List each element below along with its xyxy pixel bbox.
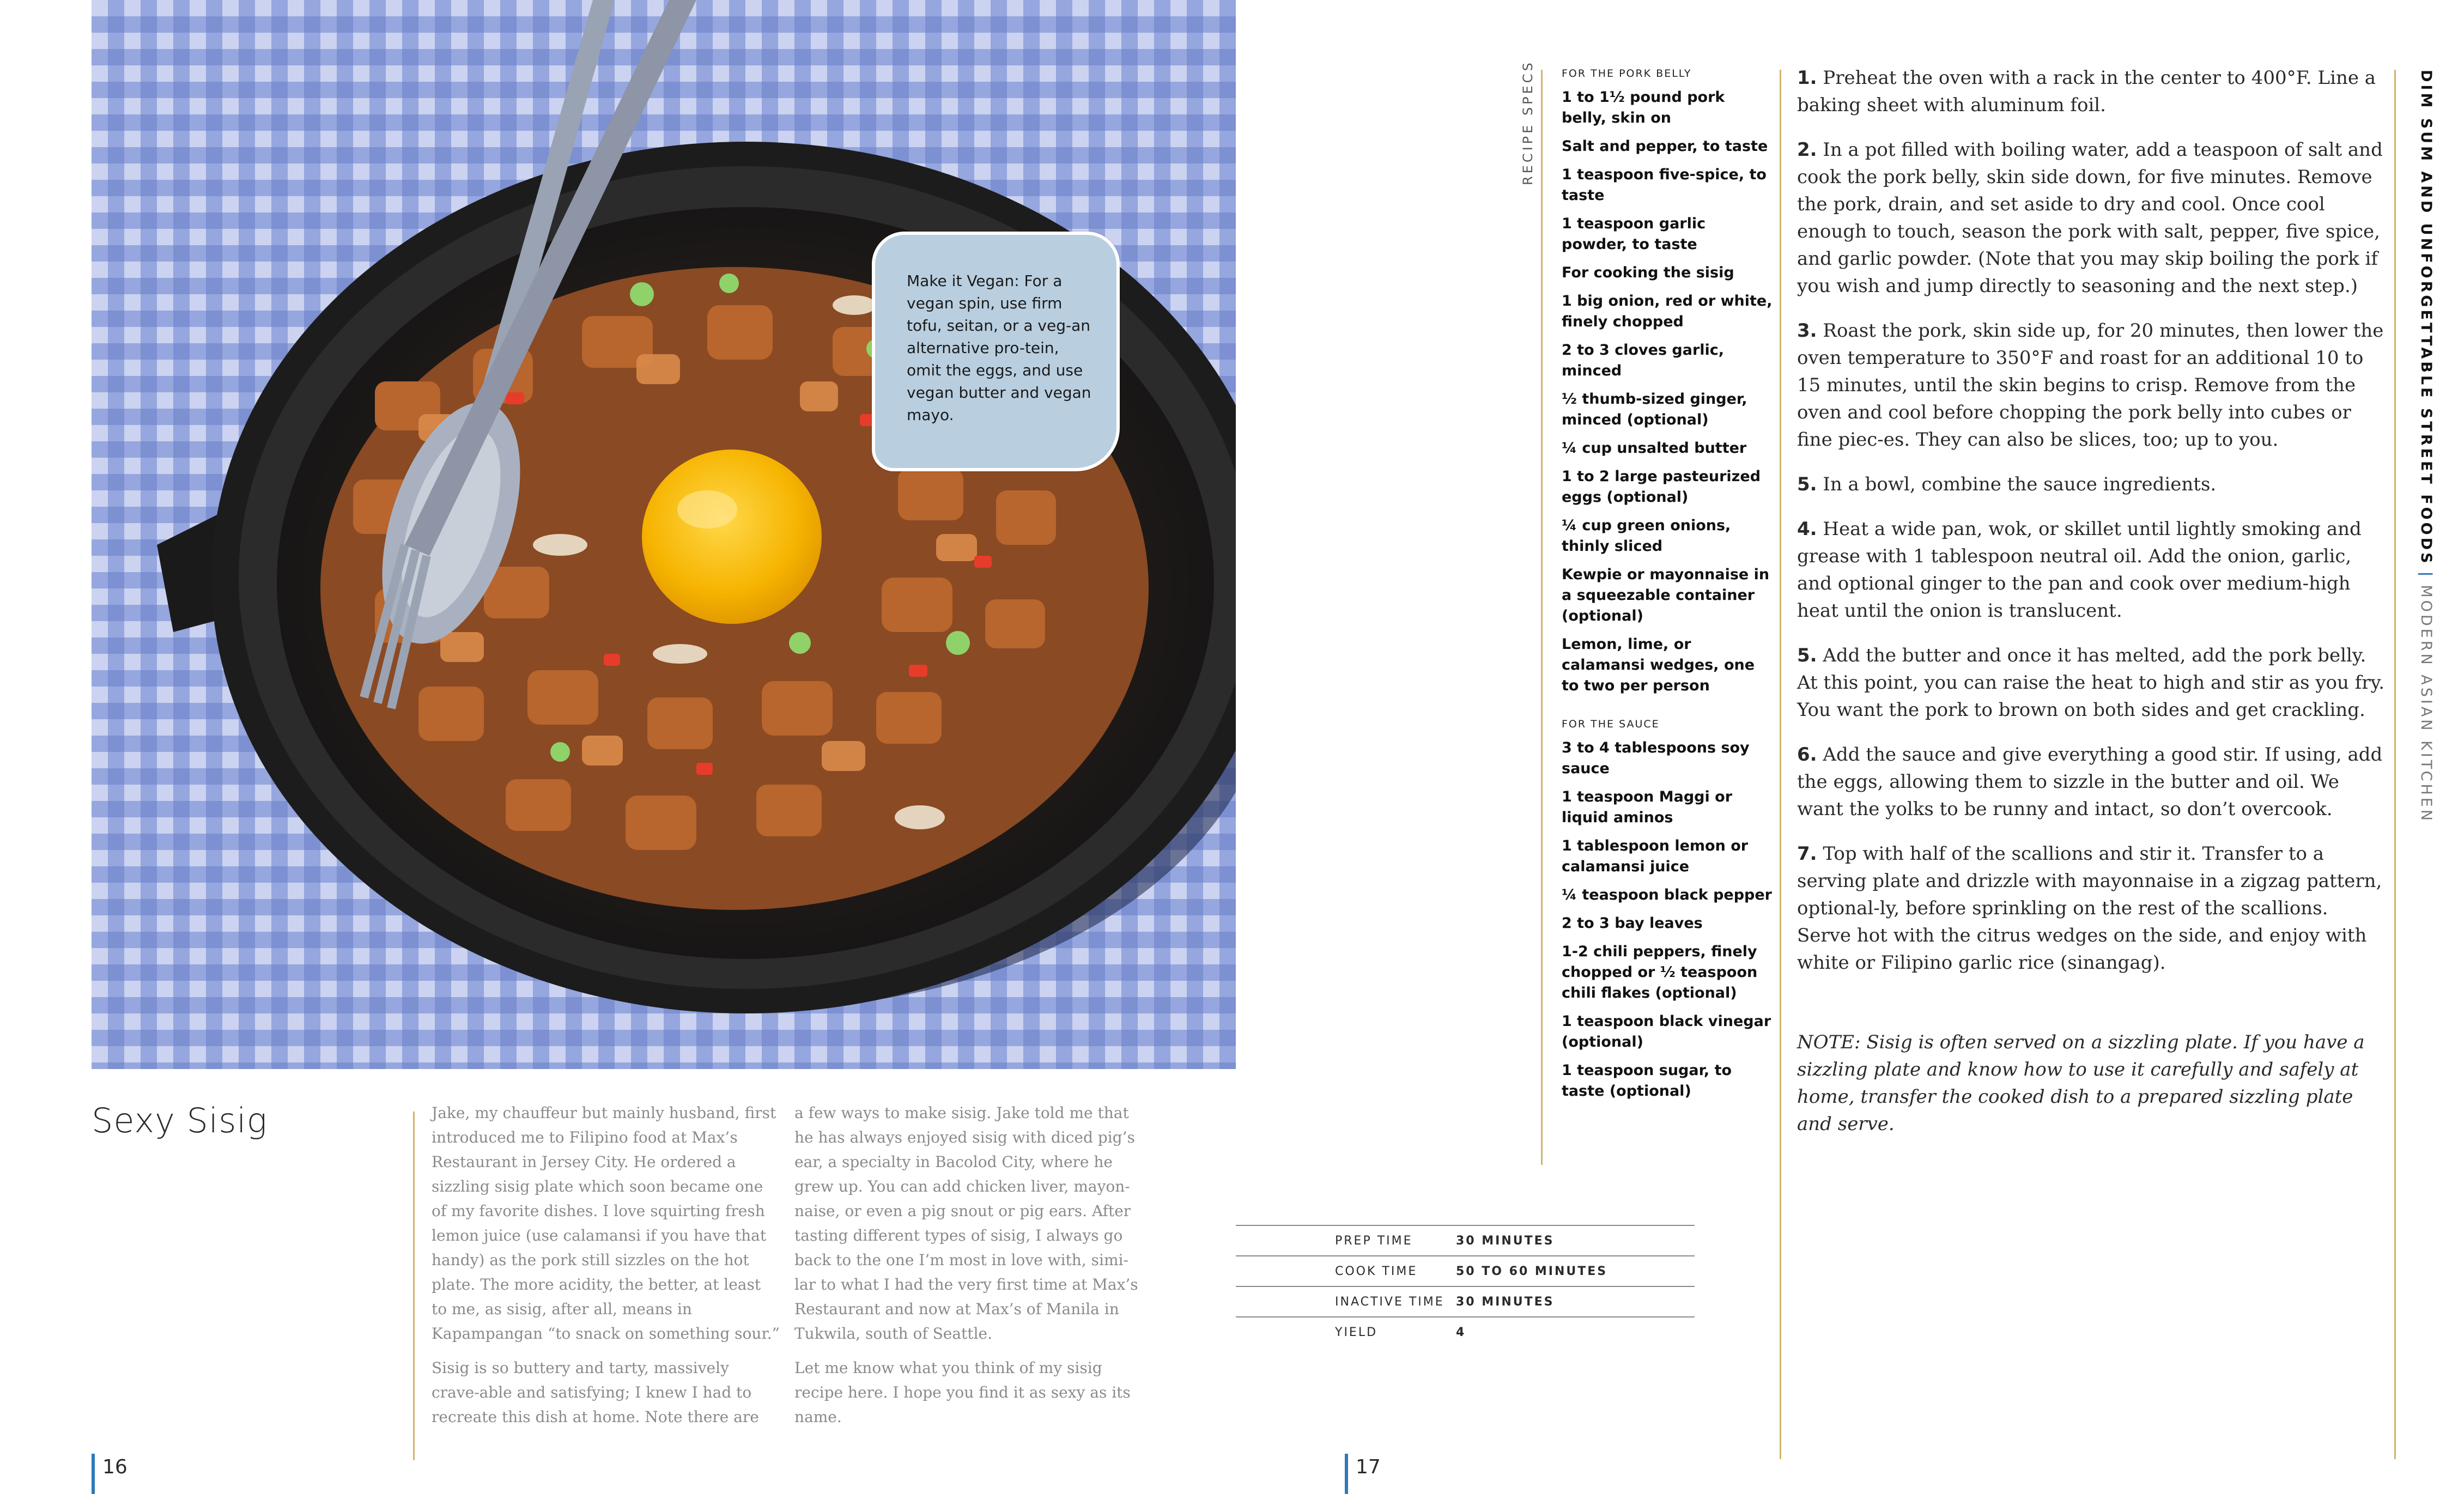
book-section-title: DIM SUM AND UNFORGETTABLE STREET FOODS (2418, 70, 2435, 566)
ingredient-item: ¼ cup green onions, thinly sliced (1562, 517, 1731, 555)
step (1797, 471, 2386, 498)
step-text: In a pot filled with boiling water, add a teaspoon of salt and cook the pork belly, skin side down, for five minutes. Remove the pork, drain, and set aside to dry and cool. Once cool enough to touch, season the pork with salt, pepper, five spice, and garlic powder. (Note that you may skip boiling the pork if you wish and jump directly to seasoning and the next step.) (1797, 139, 2383, 297)
time-table (1236, 1225, 1695, 1347)
ingredient-item: ½ thumb-sized ginger, minced (optional) (1562, 391, 1747, 428)
book-title: MODERN ASIAN KITCHEN (2418, 585, 2435, 824)
step (1797, 317, 2386, 453)
time-row-cook (1236, 1255, 1695, 1286)
time-value: 4 (1456, 1325, 1466, 1339)
intro-paragraph: Sisig is so buttery and tarty, massively crave-able and satisfying; I knew I had to recreate this dish at home. Note there are (432, 1359, 759, 1426)
ingredients-list (1562, 68, 1774, 1109)
ingredient-item: 2 to 3 bay leaves (1562, 915, 1703, 932)
time-label: PREP TIME (1335, 1234, 1413, 1248)
ingredient-item: 1 teaspoon five-spice, to taste (1562, 166, 1767, 204)
step-number: 6. (1797, 744, 1817, 766)
time-label: YIELD (1335, 1325, 1378, 1339)
ingredient-item: 1 teaspoon garlic powder, to taste (1562, 215, 1706, 253)
time-value: 50 TO 60 MINUTES (1456, 1264, 1608, 1278)
step-text: Preheat the oven with a rack in the center to 400°F. Line a baking sheet with aluminum foil. (1797, 67, 2376, 116)
time-label: COOK TIME (1335, 1264, 1418, 1278)
step (1797, 515, 2386, 624)
step-number: 5. (1797, 645, 1817, 666)
step-text: Top with half of the scallions and stir it. Transfer to a serving plate and drizzle with mayonnaise in a zigzag pattern, optional-ly, before sprinkling on the rest of the scallions. Serve hot with the citrus wedges on the side, and enjoy with white or Filipino garlic rice (sinangag). (1797, 843, 2382, 974)
ingredient-subheading: For cooking the sisig (1562, 264, 1734, 281)
intro-paragraph: Let me know what you think of my sisig recipe here. I hope you find it as sexy as its name. (794, 1359, 1131, 1426)
intro-divider (413, 1112, 415, 1460)
step-number: 3. (1797, 320, 1817, 342)
step-text: Heat a wide pan, wok, or skillet until lightly smoking and grease with 1 tablespoon neutral oil. Add the onion, garlic, and optional ginger to the pan and cook over medium-high heat until the onion is translucent. (1797, 518, 2362, 622)
ingredient-item: Lemon, lime, or calamansi wedges, one to two per person (1562, 636, 1755, 694)
step (1797, 64, 2386, 119)
ingredient-item: 1-2 chili peppers, finely chopped or ½ teaspoon chili flakes (optional) (1562, 943, 1758, 1001)
page-number-left: 16 (92, 1454, 128, 1494)
running-head (2418, 70, 2435, 823)
time-row-prep (1236, 1225, 1695, 1255)
vegan-callout-text: Make it Vegan: For a vegan spin, use firm tofu, seitan, or a veg-an alternative pro-tein, omit the eggs, and use vegan butter and vegan mayo. (907, 272, 1091, 424)
time-row-yield (1236, 1316, 1695, 1347)
time-label: INACTIVE TIME (1335, 1295, 1445, 1309)
time-value: 30 MINUTES (1456, 1295, 1555, 1309)
ingredient-item: 1 tablespoon lemon or calamansi juice (1562, 837, 1749, 875)
ingredients-heading-pork: FOR THE PORK BELLY (1562, 68, 1692, 80)
sisig-skillet-illustration (92, 0, 1236, 1069)
sauce-ingredients (1562, 738, 1774, 1102)
step-number: 4. (1797, 518, 1817, 540)
running-head-divider (2394, 70, 2396, 1459)
ingredient-item: 1 to 2 large pasteurized eggs (optional) (1562, 468, 1761, 506)
recipe-specs-label: RECIPE SPECS (1520, 60, 1535, 185)
step-number: 7. (1797, 843, 1817, 865)
ingredient-item: 1 teaspoon black vinegar (optional) (1562, 1013, 1771, 1050)
running-head-separator: | (2418, 571, 2435, 580)
ingredient-item: ¼ cup unsalted butter (1562, 440, 1747, 457)
ingredient-item: 1 to 1½ pound pork belly, skin on (1562, 89, 1725, 126)
intro-paragraph: a few ways to make sisig. Jake told me that he has always enjoyed sisig with diced pig’s ear, a specialty in Bacolod City, where he grew up. You can add chicken liver, mayon-naise, or even a pig snout or pig ears. After tasting different types of sisig, I always go back to the one I’m most in love with, simi-lar to what I had the very first time at Max’s Restaurant and now at Max’s of Manila in Tukwila, south of Seattle. (794, 1104, 1138, 1343)
intro-paragraph: Jake, my chauffeur but mainly husband, first introduced me to Filipino food at Max’s Restaurant in Jersey City. He ordered a sizzling sisig plate which soon became one of my favorite dishes. I love squirting fresh lemon juice (use calamansi if you have that handy) as the pork still sizzles on the hot plate. The more acidity, the better, at least to me, as sisig, after all, means in Kapampangan “to snack on something sour.” (432, 1104, 780, 1343)
method-steps (1797, 64, 2386, 1155)
time-row-inactive (1236, 1286, 1695, 1316)
step-number: 1. (1797, 67, 1817, 89)
steps-divider (1780, 70, 1781, 1459)
ingredient-item: 1 teaspoon Maggi or liquid aminos (1562, 788, 1733, 826)
ingredient-item: 2 to 3 cloves garlic, minced (1562, 342, 1725, 379)
step (1797, 840, 2386, 976)
step (1797, 741, 2386, 823)
ingredient-item: Salt and pepper, to taste (1562, 138, 1768, 155)
time-value: 30 MINUTES (1456, 1234, 1555, 1248)
ingredients-heading-sauce: FOR THE SAUCE (1562, 718, 1660, 730)
intro-column-1 (432, 1101, 780, 1439)
step-text: In a bowl, combine the sauce ingredients. (1823, 473, 2217, 495)
step-text: Add the butter and once it has melted, add the pork belly. At this point, you can raise the heat to high and stir as you fry. You want the pork to brown on both sides and get crackling. (1797, 645, 2385, 721)
ingredient-item: 1 big onion, red or white, finely chopped (1562, 293, 1773, 330)
vegan-callout (872, 232, 1120, 471)
step-number: 2. (1797, 139, 1817, 161)
step-text: Roast the pork, skin side up, for 20 minutes, then lower the oven temperature to 350°F and roast for an additional 10 to 15 minutes, until the skin begins to crisp. Remove from the oven and cool before chopping the pork belly into cubes or fine piec-es. They can also be slices, too; up to you. (1797, 320, 2384, 451)
page-number-right: 17 (1345, 1454, 1381, 1494)
ingredient-item: Kewpie or mayonnaise in a squeezable container (optional) (1562, 566, 1770, 624)
step (1797, 136, 2386, 300)
pork-ingredients (1562, 87, 1774, 696)
ingredient-item: 3 to 4 tablespoons soy sauce (1562, 739, 1750, 777)
intro-column-2 (794, 1101, 1143, 1439)
recipe-photo (92, 0, 1236, 1069)
step-number: 5. (1797, 473, 1817, 495)
ingredient-item: ¼ teaspoon black pepper (1562, 886, 1772, 903)
step (1797, 642, 2386, 724)
recipe-title: Sexy Sisig (92, 1101, 268, 1140)
sizzling-plate-note: NOTE: Sisig is often served on a sizzling plate. If you have a sizzling plate and know how to use it carefully and safely at home, transfer the cooked dish to a prepared sizzling plate and serve. (1797, 1031, 2365, 1135)
ingredient-item: 1 teaspoon sugar, to taste (optional) (1562, 1062, 1732, 1100)
step-text: Add the sauce and give everything a good stir. If using, add the eggs, allowing them to sizzle in the butter and oil. We want the yolks to be runny and intact, so don’t overcook. (1797, 744, 2383, 820)
specs-divider (1541, 70, 1543, 1165)
